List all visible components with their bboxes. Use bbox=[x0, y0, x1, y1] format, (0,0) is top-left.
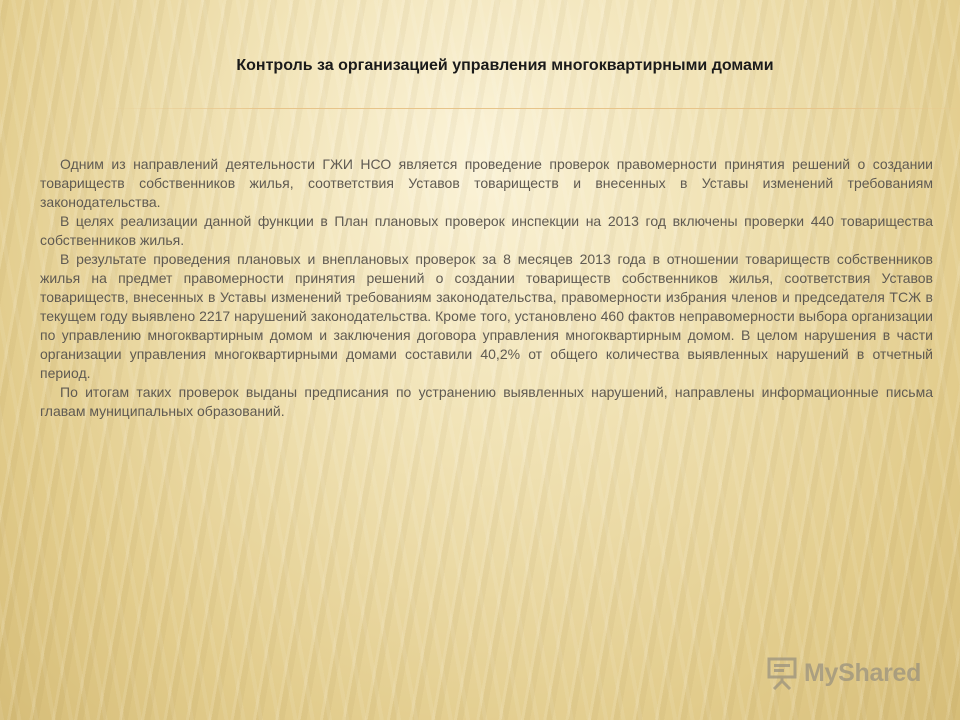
paragraph: По итогам таких проверок выданы предписания по устранению выявленных нарушений, направлены информационные письма главам муниципальных образований. bbox=[40, 384, 933, 419]
slide-title: Контроль за организацией управления многоквартирными домами bbox=[236, 57, 774, 74]
myshared-watermark bbox=[766, 656, 921, 690]
paragraph: Одним из направлений деятельности ГЖИ НСО является проведение проверок правомерности принятия решений о создании товариществ собственников жилья, соответствия Уставов товариществ и внесенных в Уставы изменений требованиям законодательства. bbox=[40, 156, 933, 210]
title-divider bbox=[100, 108, 960, 109]
paragraph: В результате проведения плановых и внеплановых проверок за 8 месяцев 2013 года в отношении товариществ собственников жилья на предмет правомерности принятия решений о создании товариществ собственников жилья, соответствия Уставов товариществ, внесенных в Уставы изменений требованиям законодательства, правомерности избрания членов и председателя ТСЖ в текущем году выявлено 2217 нарушений законодательства. Кроме того, установлено 460 фактов неправомерности выбора организации по управлению многоквартирным домом и заключения договора управления многоквартирным домом. В целом нарушения в части организации управления многоквартирными домами составили 40,2% от общего количества выявленных нарушений в отчетный период. bbox=[40, 251, 933, 381]
paragraph: В целях реализации данной функции в План плановых проверок инспекции на 2013 год включены проверки 440 товарищества собственников жилья. bbox=[40, 213, 933, 248]
slide-body bbox=[40, 155, 933, 421]
presentation-board-icon bbox=[766, 656, 798, 690]
watermark-text: MyShared bbox=[804, 658, 922, 687]
